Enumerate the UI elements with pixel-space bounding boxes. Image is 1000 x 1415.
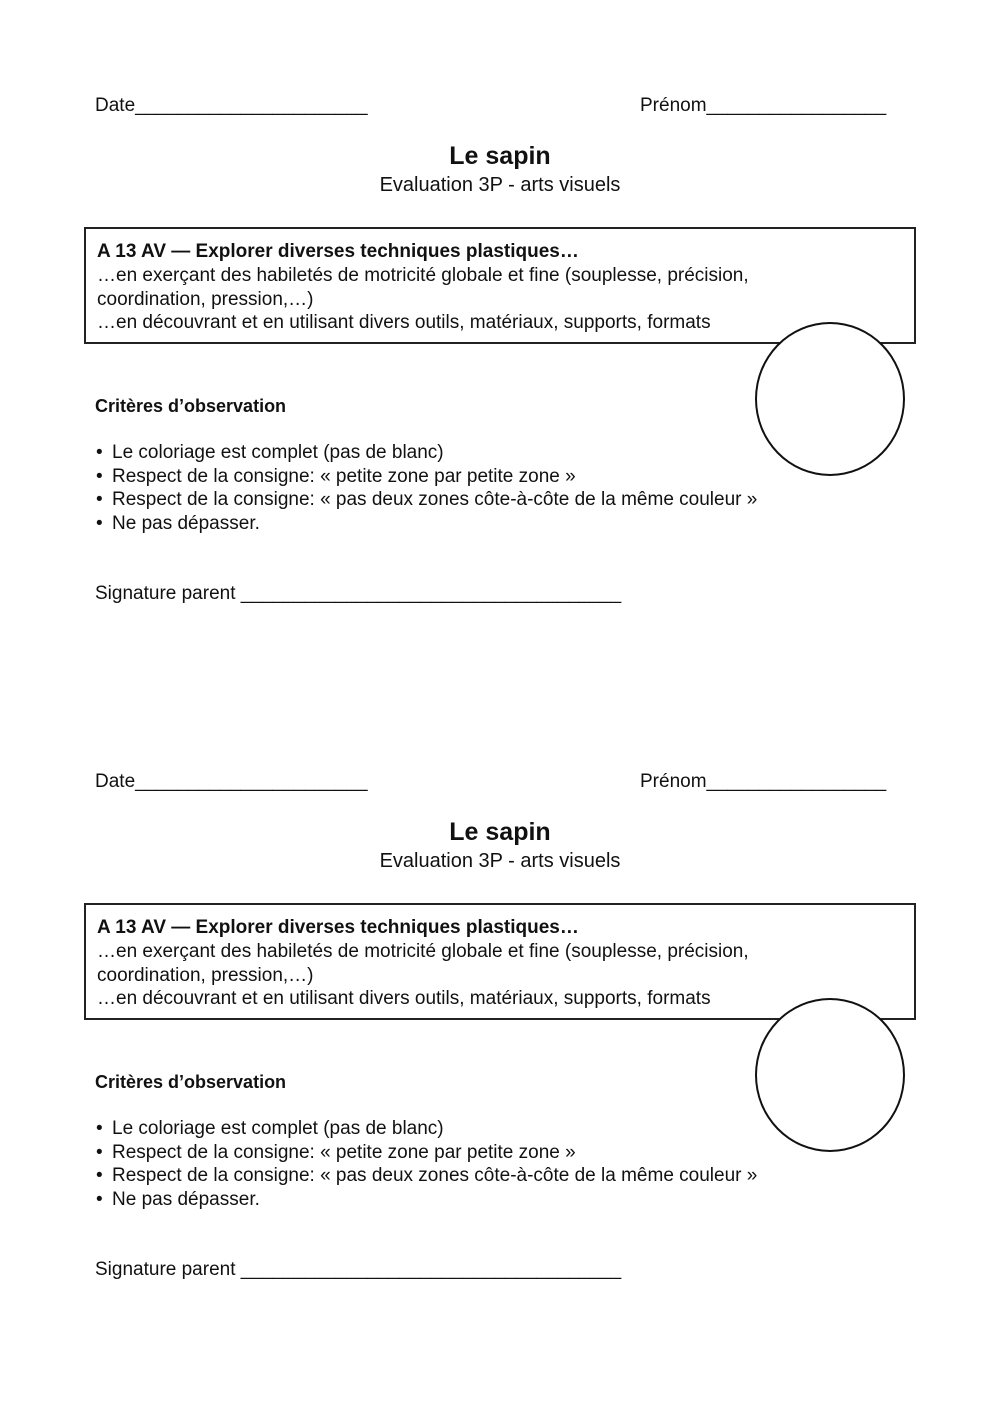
signature-field[interactable]: [95, 583, 621, 605]
objective-line: …en découvrant et en utilisant divers outils, matériaux, supports, formats: [97, 312, 711, 334]
date-field[interactable]: [95, 771, 368, 793]
list-item: • Respect de la consigne: « petite zone par petite zone »: [96, 465, 576, 487]
bullet-icon: •: [96, 1165, 103, 1187]
grade-circle: [755, 998, 905, 1152]
bullet-icon: •: [96, 512, 103, 534]
objective-line: coordination, pression,…): [97, 288, 314, 310]
criteria-title: Critères d’observation: [95, 1072, 287, 1092]
list-item: • Ne pas dépasser.: [96, 512, 260, 534]
date-blank[interactable]: ______________________: [135, 95, 368, 116]
evaluation-sheet-2: [0, 676, 1000, 1352]
objective-box: [84, 903, 916, 1020]
page-title: Le sapin: [449, 142, 551, 170]
list-item: • Respect de la consigne: « pas deux zones côte-à-côte de la même couleur »: [96, 489, 758, 511]
objective-line: coordination, pression,…): [97, 964, 314, 986]
date-blank[interactable]: ______________________: [135, 771, 368, 792]
signature-label: Signature parent: [95, 1259, 236, 1280]
bullet-icon: •: [96, 489, 103, 511]
bullet-icon: •: [96, 1141, 103, 1163]
objective-heading: A 13 AV — Explorer diverses techniques plastiques…: [97, 917, 579, 938]
prenom-blank[interactable]: _________________: [706, 771, 887, 792]
signature-blank[interactable]: ____________________________________: [240, 583, 622, 604]
prenom-field[interactable]: [640, 95, 886, 117]
objective-box: [84, 227, 916, 344]
signature-field[interactable]: [95, 1259, 621, 1281]
signature-label: Signature parent: [95, 583, 236, 604]
criteria-list: [95, 441, 757, 535]
evaluation-sheet-1: [0, 0, 1000, 676]
date-label: Date: [95, 95, 136, 116]
page-subtitle: Evaluation 3P - arts visuels: [379, 174, 621, 196]
list-item: • Respect de la consigne: « petite zone par petite zone »: [96, 1141, 576, 1163]
bullet-icon: •: [96, 1118, 103, 1139]
list-item: • Le coloriage est complet (pas de blanc): [96, 1118, 444, 1139]
page-subtitle: Evaluation 3P - arts visuels: [379, 850, 621, 872]
grade-circle: [755, 322, 905, 476]
objective-line: …en découvrant et en utilisant divers outils, matériaux, supports, formats: [97, 988, 711, 1010]
prenom-blank[interactable]: _________________: [706, 95, 887, 116]
signature-blank[interactable]: ____________________________________: [240, 1259, 622, 1280]
list-item: • Respect de la consigne: « pas deux zones côte-à-côte de la même couleur »: [96, 1165, 758, 1187]
date-label: Date: [95, 771, 136, 792]
objective-line: …en exerçant des habiletés de motricité globale et fine (souplesse, précision,: [97, 940, 749, 962]
prenom-label: Prénom: [640, 95, 707, 116]
list-item: • Ne pas dépasser.: [96, 1188, 260, 1210]
prenom-label: Prénom: [640, 771, 707, 792]
list-item: • Le coloriage est complet (pas de blanc): [96, 442, 444, 463]
objective-line: …en exerçant des habiletés de motricité globale et fine (souplesse, précision,: [97, 264, 749, 286]
page-title: Le sapin: [449, 818, 551, 846]
prenom-field[interactable]: [640, 771, 886, 793]
objective-heading: A 13 AV — Explorer diverses techniques plastiques…: [97, 241, 579, 262]
criteria-list: [95, 1117, 757, 1211]
bullet-icon: •: [96, 465, 103, 487]
criteria-title: Critères d’observation: [95, 396, 287, 416]
bullet-icon: •: [96, 442, 103, 463]
date-field[interactable]: [95, 95, 368, 117]
bullet-icon: •: [96, 1188, 103, 1210]
